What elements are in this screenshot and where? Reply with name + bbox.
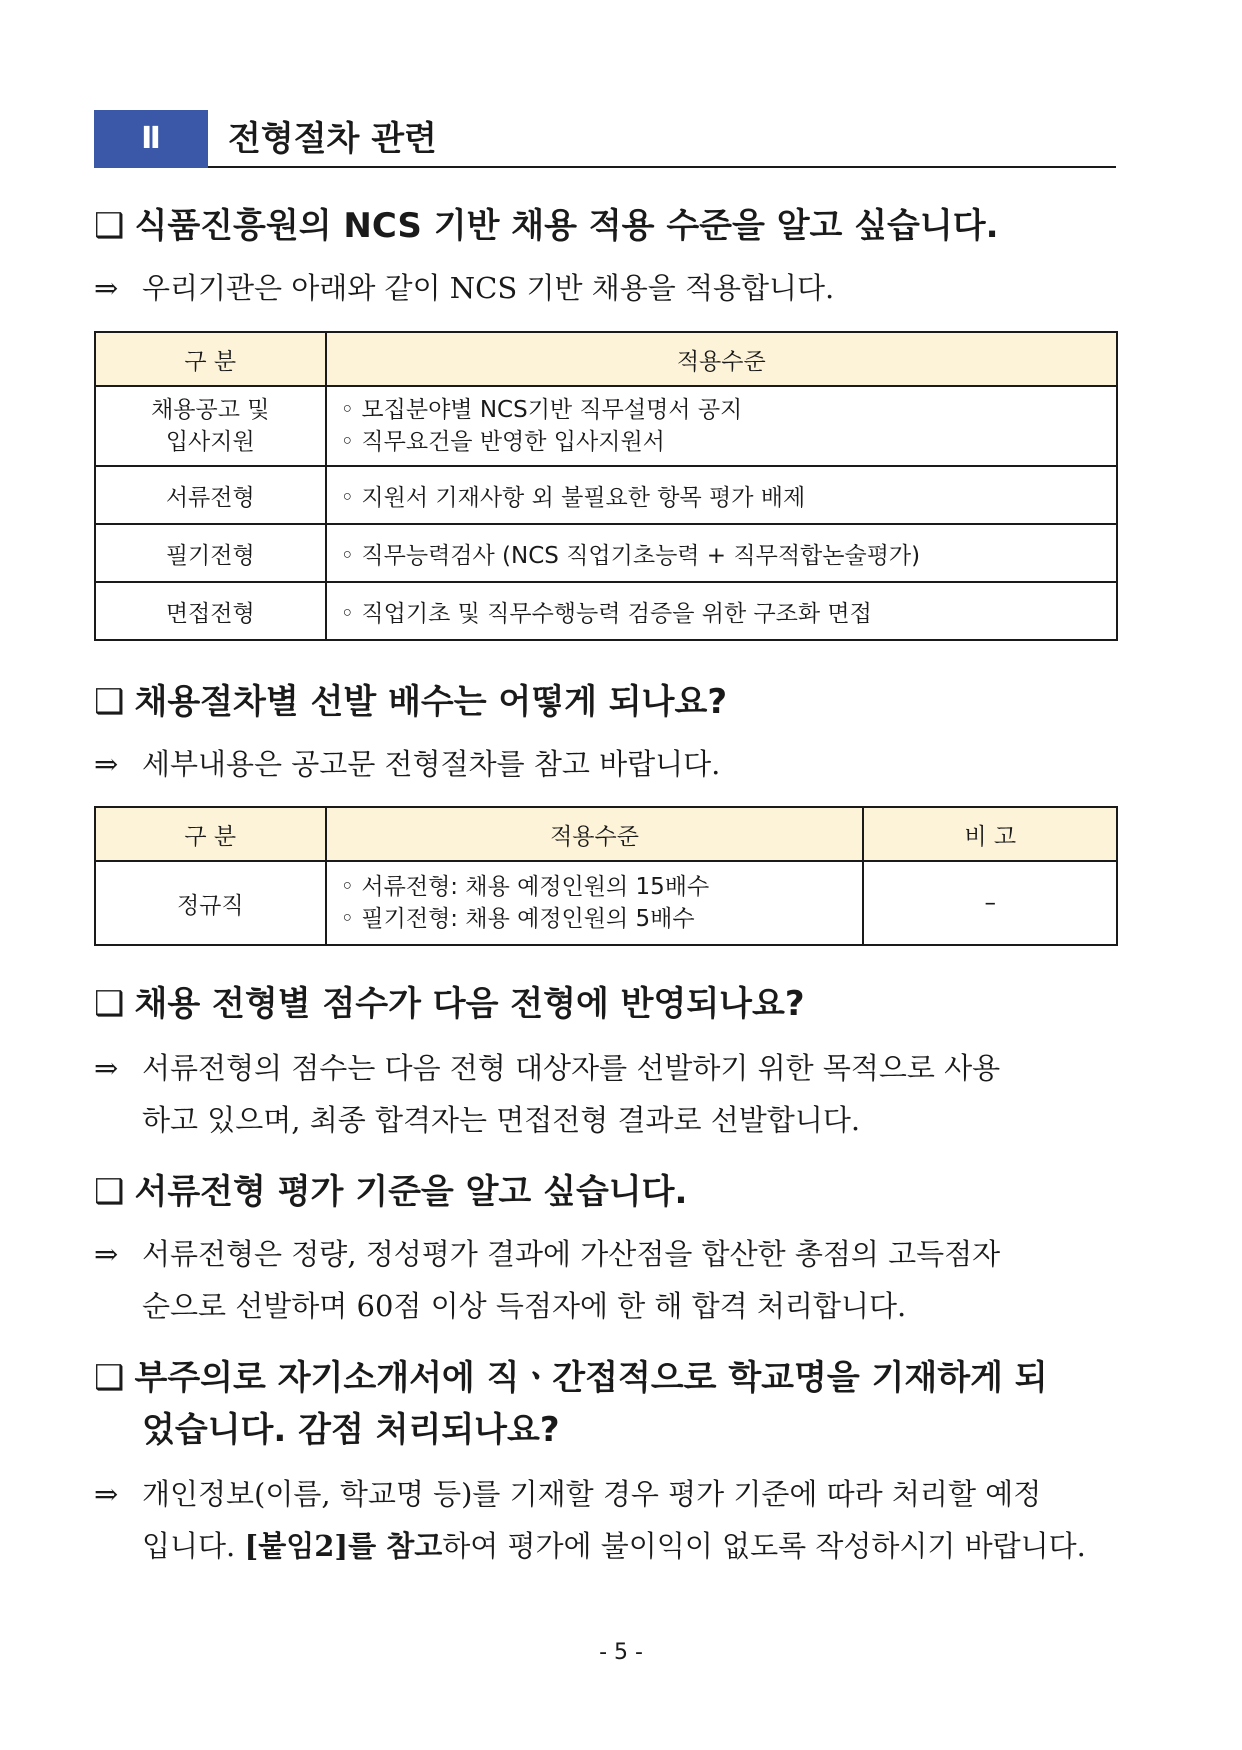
question-5-line2: 었습니다. 감점 처리되나요? (142, 1410, 560, 1450)
question-2-text: 채용절차별 선발 배수는 어떻게 되나요? (134, 682, 728, 722)
table-header-category: 구 분 (95, 332, 326, 386)
question-3-text: 채용 전형별 점수가 다음 전형에 반영되나요? (134, 984, 805, 1024)
answer-5-line2 (142, 1520, 1086, 1572)
answer-5-line2-end: 하여 평가에 불이익이 없도록 작성하시기 바랍니다. (442, 1529, 1086, 1563)
question-3 (94, 978, 805, 1030)
selection-ratio-table (94, 806, 1118, 946)
arrow-icon: ⇒ (94, 1051, 119, 1085)
table-header-note: 비 고 (863, 807, 1117, 861)
arrow-icon: ⇒ (94, 747, 119, 781)
content-line: ◦ 필기전형: 채용 예정인원의 5배수 (340, 906, 695, 932)
answer-5-line1: 개인정보(이름, 학교명 등)를 기재할 경우 평가 기준에 따라 처리할 예정 (142, 1477, 1042, 1511)
table-cell-category: 필기전형 (95, 524, 326, 582)
section-title: 전형절차 관련 (228, 119, 437, 159)
checkbox-bullet-icon: ❑ (94, 1358, 125, 1398)
table-header-category: 구 분 (95, 807, 326, 861)
question-5-line1: 부주의로 자기소개서에 직ㆍ간접적으로 학교명을 기재하게 되 (134, 1358, 1048, 1398)
arrow-icon: ⇒ (94, 1237, 119, 1271)
table-cell-content: ◦ 직무능력검사 (NCS 직업기초능력 + 직무적합논술평가) (326, 524, 1117, 582)
table-cell-category: 서류전형 (95, 466, 326, 524)
answer-4 (94, 1228, 1118, 1280)
table-cell-category (95, 386, 326, 466)
category-line: 입사지원 (165, 429, 255, 455)
answer-2 (94, 738, 1118, 790)
question-4-text: 서류전형 평가 기준을 알고 싶습니다. (134, 1172, 688, 1212)
section-header (94, 110, 1116, 168)
table-cell-category: 면접전형 (95, 582, 326, 640)
answer-1-text: 우리기관은 아래와 같이 NCS 기반 채용을 적용합니다. (142, 271, 835, 305)
answer-2-text: 세부내용은 공고문 전형절차를 참고 바랍니다. (142, 747, 721, 781)
checkbox-bullet-icon: ❑ (94, 984, 125, 1024)
question-1 (94, 200, 999, 252)
category-line: 채용공고 및 (151, 397, 270, 423)
question-4 (94, 1166, 687, 1218)
question-5 (94, 1352, 1048, 1404)
arrow-icon: ⇒ (94, 271, 119, 305)
table-cell-content (326, 861, 864, 945)
answer-5-line2-start: 입니다. (142, 1529, 245, 1563)
answer-4-line1: 서류전형은 정량, 정성평가 결과에 가산점을 합산한 총점의 고득점자 (142, 1237, 1001, 1271)
table-cell-content: ◦ 지원서 기재사항 외 불필요한 항목 평가 배제 (326, 466, 1117, 524)
section-number-badge: Ⅱ (94, 110, 208, 168)
table-row (95, 582, 1117, 640)
answer-3-line1: 서류전형의 점수는 다음 전형 대상자를 선발하기 위한 목적으로 사용 (142, 1051, 1001, 1085)
content-line: ◦ 직무요건을 반영한 입사지원서 (340, 429, 665, 455)
table-cell-content (326, 386, 1117, 466)
content-line: ◦ 모집분야별 NCS기반 직무설명서 공지 (340, 397, 743, 423)
answer-1 (94, 262, 1118, 314)
checkbox-bullet-icon: ❑ (94, 682, 125, 722)
table-cell-note: – (863, 861, 1117, 945)
table-header-level: 적용수준 (326, 332, 1117, 386)
answer-3-line2: 하고 있으며, 최종 합격자는 면접전형 결과로 선발합니다. (142, 1103, 861, 1137)
content-line: ◦ 서류전형: 채용 예정인원의 15배수 (340, 874, 710, 900)
checkbox-bullet-icon: ❑ (94, 1172, 125, 1212)
table-cell-content: ◦ 직업기초 및 직무수행능력 검증을 위한 구조화 면접 (326, 582, 1117, 640)
page-number: - 5 - (599, 1640, 643, 1665)
table-cell-category: 정규직 (95, 861, 326, 945)
answer-4-line2: 순으로 선발하며 60점 이상 득점자에 한 해 합격 처리합니다. (142, 1289, 907, 1323)
table-row (95, 861, 1117, 945)
ncs-level-table (94, 331, 1118, 641)
checkbox-bullet-icon: ❑ (94, 206, 125, 246)
table-row (95, 524, 1117, 582)
table-header-level: 적용수준 (326, 807, 864, 861)
arrow-icon: ⇒ (94, 1477, 119, 1511)
section-underline (208, 166, 1116, 168)
table-row (95, 386, 1117, 466)
question-2 (94, 676, 727, 728)
attachment-reference: [붙임2]를 참고 (244, 1529, 443, 1563)
answer-5 (94, 1468, 1118, 1520)
answer-3 (94, 1042, 1118, 1094)
question-1-text: 식품진흥원의 NCS 기반 채용 적용 수준을 알고 싶습니다. (134, 206, 999, 246)
table-row (95, 466, 1117, 524)
